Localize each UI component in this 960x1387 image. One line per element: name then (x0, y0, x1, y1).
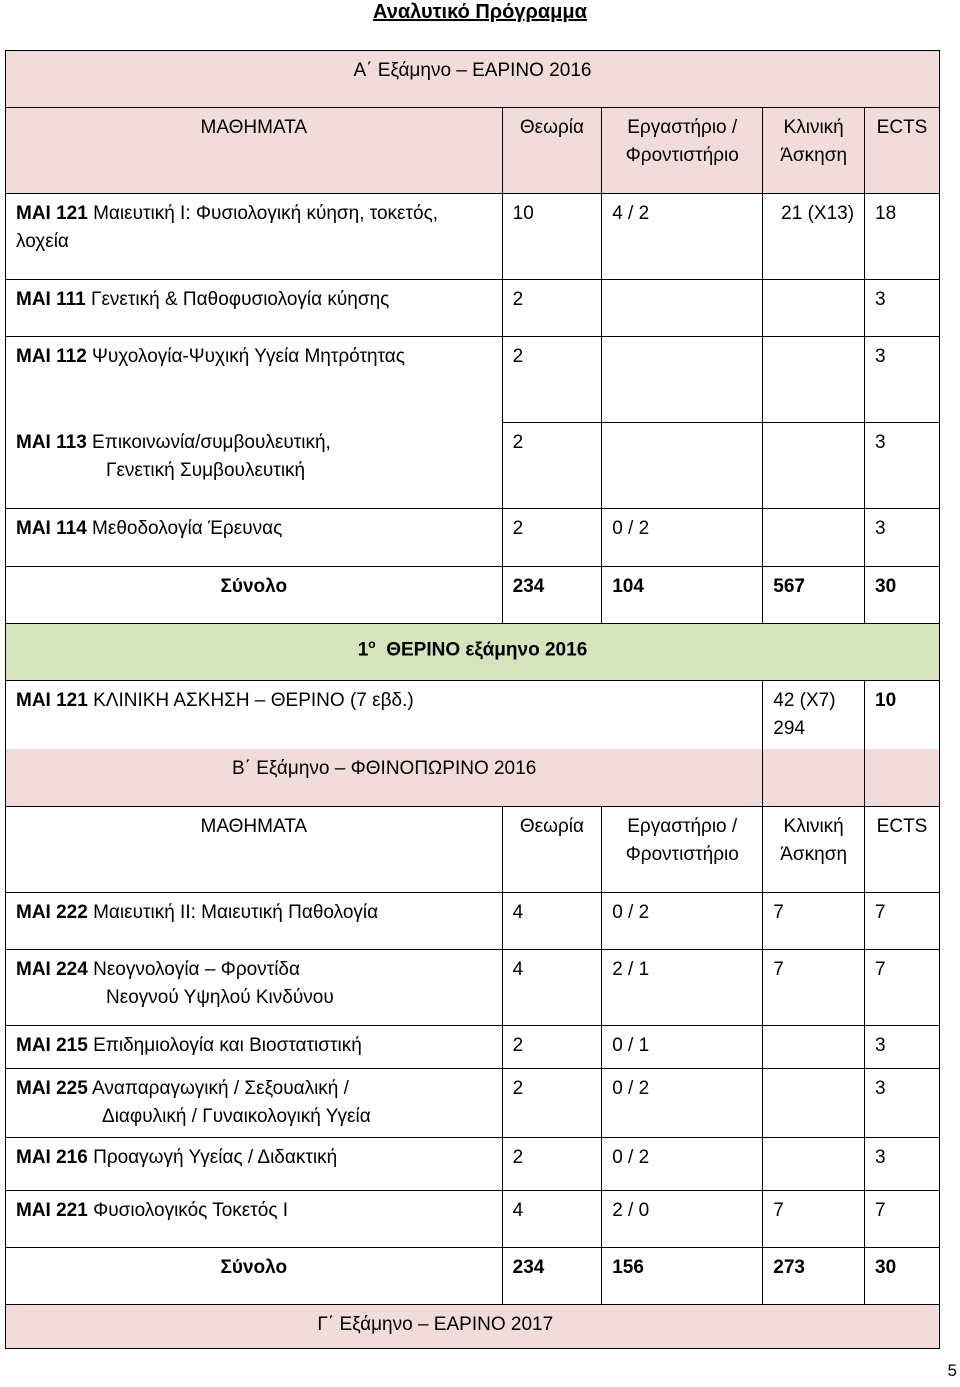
theory-cell: 4 (502, 1190, 602, 1247)
course-cell (6, 1068, 503, 1137)
col-ects: ECTS (865, 108, 940, 194)
page-number: 5 (947, 1361, 957, 1380)
summer-header-number: 1 (357, 639, 369, 661)
theory-cell: 2 (502, 423, 602, 509)
table-row (6, 509, 940, 567)
clinic-cell (763, 509, 865, 567)
course-code: ΜΑΙ 215 (16, 1034, 88, 1056)
semester-b-header-spacer (865, 749, 940, 806)
clinic-cell (763, 1068, 865, 1137)
col-clinic: Κλινική Άσκηση (763, 108, 865, 194)
course-cell (6, 892, 503, 949)
course-code: ΜΑΙ 224 (16, 958, 88, 980)
course-name: Επιδημιολογία και Βιοστατιστική (93, 1034, 362, 1056)
table-row (6, 949, 940, 1025)
total-lab: 104 (602, 567, 763, 624)
total-ects: 30 (865, 1247, 940, 1304)
total-label: Σύνολο (6, 567, 503, 624)
clinic-cell (763, 1025, 865, 1068)
semester-b-columns-row (6, 806, 940, 892)
col-lab: Εργαστήριο / Φροντιστήριο (602, 108, 763, 194)
course-name: Μαιευτική ΙΙ: Μαιευτική Παθολογία (93, 901, 379, 923)
col-courses: ΜΑΘΗΜΑΤΑ (6, 108, 503, 194)
ects-cell: 3 (865, 1068, 940, 1137)
course-cell (6, 1137, 503, 1190)
col-clinic: Κλινική Άσκηση (763, 806, 865, 892)
theory-cell: 2 (502, 280, 602, 337)
summer-row (6, 681, 940, 750)
clinic-cell: 7 (763, 949, 865, 1025)
semester-c-header-spacer (865, 1304, 940, 1348)
col-theory: Θεωρία (502, 108, 602, 194)
course-name: Επικοινωνία/συμβουλευτική, (92, 431, 331, 453)
semester-b-total-row (6, 1247, 940, 1304)
semester-a-total-row (6, 567, 940, 624)
table-row (6, 1190, 940, 1247)
ects-cell: 7 (865, 892, 940, 949)
semester-b-header-spacer (763, 749, 865, 806)
table-row (6, 892, 940, 949)
summer-header-ordinal: ο (368, 637, 376, 651)
semester-a-header: Α΄ Εξάμηνο – ΕΑΡΙΝΟ 2016 (6, 51, 940, 108)
course-cell (6, 1025, 503, 1068)
course-code: ΜΑΙ 221 (16, 1199, 88, 1221)
lab-cell: 0 / 2 (602, 1068, 763, 1137)
clinic-cell (763, 337, 865, 423)
summer-course-cell (6, 681, 763, 750)
semester-c-header: Γ΄ Εξάμηνο – ΕΑΡΙΝΟ 2017 (6, 1304, 865, 1348)
col-theory: Θεωρία (502, 806, 602, 892)
summer-clinic-value: 42 (Χ7) (773, 690, 836, 711)
theory-cell: 10 (502, 194, 602, 280)
lab-cell: 0 / 2 (602, 1137, 763, 1190)
course-cell (6, 194, 503, 280)
course-name: ΚΛΙΝΙΚΗ ΑΣΚΗΣΗ – ΘΕΡΙΝΟ (7 εβδ.) (93, 690, 414, 711)
col-courses: ΜΑΘΗΜΑΤΑ (6, 806, 503, 892)
page-title: Αναλυτικό Πρόγραμμα (373, 1, 587, 23)
theory-cell: 2 (502, 1137, 602, 1190)
course-cell (6, 1190, 503, 1247)
semester-c-header-row (6, 1304, 940, 1348)
ects-cell: 3 (865, 1137, 940, 1190)
course-code: ΜΑΙ 222 (16, 901, 88, 923)
clinic-cell (763, 423, 865, 509)
clinic-cell (763, 1137, 865, 1190)
lab-cell (602, 280, 763, 337)
table-row (6, 1068, 940, 1137)
course-cell (6, 280, 503, 337)
col-ects: ECTS (865, 806, 940, 892)
total-clinic: 567 (763, 567, 865, 624)
total-theory: 234 (502, 1247, 602, 1304)
table-row (6, 1025, 940, 1068)
course-code: ΜΑΙ 121 (16, 203, 88, 224)
semester-a-columns-row (6, 108, 940, 194)
ects-cell: 7 (865, 1190, 940, 1247)
course-cell (6, 509, 503, 567)
table-row (6, 194, 940, 280)
course-code: ΜΑΙ 111 (16, 289, 86, 310)
theory-cell: 2 (502, 337, 602, 423)
lab-cell: 2 / 0 (602, 1190, 763, 1247)
theory-cell: 4 (502, 949, 602, 1025)
table-row (6, 1137, 940, 1190)
summer-clinic-value-2: 294 (773, 718, 805, 739)
lab-cell: 0 / 2 (602, 892, 763, 949)
lab-cell: 4 / 2 (602, 194, 763, 280)
ects-cell: 3 (865, 1025, 940, 1068)
course-name-line2: Διαφυλική / Γυναικολογική Υγεία (102, 1105, 371, 1127)
theory-cell: 2 (502, 509, 602, 567)
course-cell (6, 337, 503, 423)
theory-cell: 4 (502, 892, 602, 949)
table-row (6, 280, 940, 337)
summer-ects-cell: 10 (865, 681, 940, 750)
course-name: Γενετική & Παθοφυσιολογία κύησης (91, 289, 390, 310)
total-lab: 156 (602, 1247, 763, 1304)
ects-cell: 18 (865, 194, 940, 280)
summer-clinic-cell (763, 681, 865, 750)
course-code: ΜΑΙ 225 (16, 1077, 88, 1099)
summer-header-text: ΘΕΡΙΝΟ εξάμηνο 2016 (386, 639, 588, 661)
course-name: Ψυχολογία-Ψυχική Υγεία Μητρότητας (92, 346, 405, 367)
total-ects: 30 (865, 567, 940, 624)
semester-b-header-row (6, 749, 940, 806)
course-name-line2: Νεογνού Υψηλού Κινδύνου (106, 986, 334, 1008)
course-name: Μαιευτική Ι: Φυσιολογική κύηση, τοκετός, λοχεία (16, 203, 439, 252)
course-cell (6, 949, 503, 1025)
ects-cell: 7 (865, 949, 940, 1025)
lab-cell: 0 / 2 (602, 509, 763, 567)
clinic-cell: 21 (Χ13) (763, 194, 865, 280)
semester-a-header-row (6, 51, 940, 108)
theory-cell: 2 (502, 1025, 602, 1068)
summer-header-row (6, 624, 940, 681)
course-cell (6, 423, 503, 509)
total-label: Σύνολο (6, 1247, 503, 1304)
semester-b-header: Β΄ Εξάμηνο – ΦΘΙΝΟΠΩΡΙΝΟ 2016 (6, 749, 763, 806)
total-theory: 234 (502, 567, 602, 624)
lab-cell: 2 / 1 (602, 949, 763, 1025)
theory-cell: 2 (502, 1068, 602, 1137)
course-code: ΜΑΙ 114 (16, 518, 87, 539)
course-name-line2: Γενετική Συμβουλευτική (106, 459, 306, 481)
ects-cell: 3 (865, 509, 940, 567)
col-lab: Εργαστήριο / Φροντιστήριο (602, 806, 763, 892)
ects-cell: 3 (865, 337, 940, 423)
summer-header (6, 624, 940, 681)
clinic-cell (763, 280, 865, 337)
course-name: Φυσιολογικός Τοκετός Ι (93, 1199, 289, 1221)
course-name: Προαγωγή Υγείας / Διδακτική (93, 1146, 338, 1168)
course-code: ΜΑΙ 121 (16, 690, 88, 711)
lab-cell: 0 / 1 (602, 1025, 763, 1068)
clinic-cell: 7 (763, 892, 865, 949)
course-name: Μεθοδολογία Έρευνας (92, 518, 283, 539)
course-code: ΜΑΙ 112 (16, 346, 87, 367)
clinic-cell: 7 (763, 1190, 865, 1247)
course-name: Αναπαραγωγική / Σεξουαλική / (92, 1077, 349, 1099)
course-name: Νεογνολογία – Φροντίδα (93, 958, 300, 980)
ects-cell: 3 (865, 423, 940, 509)
table-row (6, 423, 940, 509)
table-row (6, 337, 940, 423)
course-code: ΜΑΙ 113 (16, 431, 87, 453)
course-code: ΜΑΙ 216 (16, 1146, 88, 1168)
curriculum-table (5, 50, 940, 1349)
total-clinic: 273 (763, 1247, 865, 1304)
ects-cell: 3 (865, 280, 940, 337)
lab-cell (602, 337, 763, 423)
lab-cell (602, 423, 763, 509)
